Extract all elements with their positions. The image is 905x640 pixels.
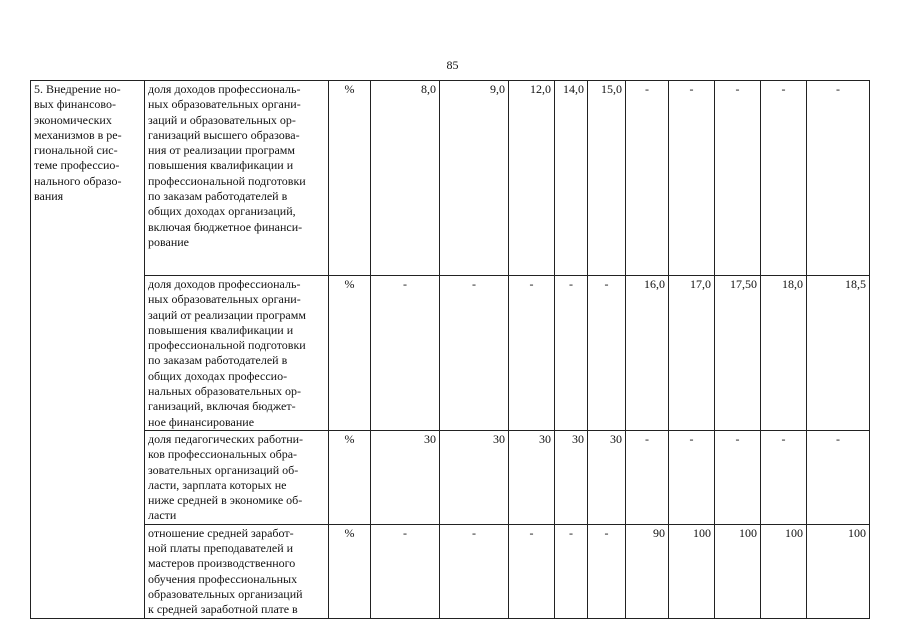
value-cell: - <box>807 430 870 524</box>
value-cell: - <box>555 276 588 431</box>
table-row <box>31 430 870 524</box>
value-cell: - <box>371 524 440 618</box>
unit-cell: % <box>329 524 371 618</box>
value-cell: - <box>715 430 761 524</box>
value-cell: - <box>807 81 870 276</box>
page-number: 85 <box>446 58 459 72</box>
value-cell: - <box>371 276 440 431</box>
value-cell: 100 <box>761 524 807 618</box>
value-cell: 18,0 <box>761 276 807 431</box>
indicator-cell: доля доходов профессиональ- ных образовательных органи- заций от реализации программ повышения квалификации и профессиональной подготовки по заказам работодателей в общих доходах профессио- нальных образовательных ор- ганизаций, включая бюджет- ное финансирование <box>145 276 329 431</box>
value-cell: 8,0 <box>371 81 440 276</box>
value-cell: 16,0 <box>626 276 669 431</box>
value-cell: 30 <box>440 430 509 524</box>
indicators-table <box>30 80 870 619</box>
value-cell: 9,0 <box>440 81 509 276</box>
value-cell: - <box>669 430 715 524</box>
value-cell: - <box>440 276 509 431</box>
value-cell: - <box>761 430 807 524</box>
value-cell: - <box>440 524 509 618</box>
value-cell: - <box>509 276 555 431</box>
value-cell: - <box>555 524 588 618</box>
indicator-cell: доля доходов профессиональ- ных образовательных органи- заций и образовательных ор- ганизаций высшего образова- ния от реализации программ повышения квалификации и профессиональной подготовки по заказам работодателей в общих доходах организаций, включая бюджетное финанси- рование <box>145 81 329 276</box>
value-cell: 30 <box>371 430 440 524</box>
value-cell: 17,0 <box>669 276 715 431</box>
value-cell: 15,0 <box>588 81 626 276</box>
indicator-cell: доля педагогических работни- ков профессиональных обра- зовательных организаций об- ласти, зарплата которых не ниже средней в экономике об- ласти <box>145 430 329 524</box>
value-cell: - <box>669 81 715 276</box>
section-name-cell: 5. Внедрение но- вых финансово- экономических механизмов в ре- гиональной сис- теме профессио- нального образо- вания <box>31 81 145 619</box>
value-cell: 30 <box>509 430 555 524</box>
value-cell: 30 <box>588 430 626 524</box>
value-cell: - <box>626 430 669 524</box>
value-cell: - <box>509 524 555 618</box>
value-cell: 100 <box>807 524 870 618</box>
value-cell: 100 <box>715 524 761 618</box>
value-cell: - <box>626 81 669 276</box>
value-cell: 30 <box>555 430 588 524</box>
unit-cell: % <box>329 276 371 431</box>
value-cell: 90 <box>626 524 669 618</box>
table-row <box>31 81 870 276</box>
table-row <box>31 276 870 431</box>
value-cell: - <box>588 276 626 431</box>
indicator-cell: отношение средней заработ- ной платы преподавателей и мастеров производственного обучения профессиональных образовательных организаций к средней заработной плате в <box>145 524 329 618</box>
value-cell: 100 <box>669 524 715 618</box>
value-cell: 17,50 <box>715 276 761 431</box>
value-cell: - <box>761 81 807 276</box>
value-cell: - <box>715 81 761 276</box>
value-cell: 18,5 <box>807 276 870 431</box>
value-cell: - <box>588 524 626 618</box>
table-row <box>31 524 870 618</box>
unit-cell: % <box>329 430 371 524</box>
value-cell: 12,0 <box>509 81 555 276</box>
value-cell: 14,0 <box>555 81 588 276</box>
unit-cell: % <box>329 81 371 276</box>
